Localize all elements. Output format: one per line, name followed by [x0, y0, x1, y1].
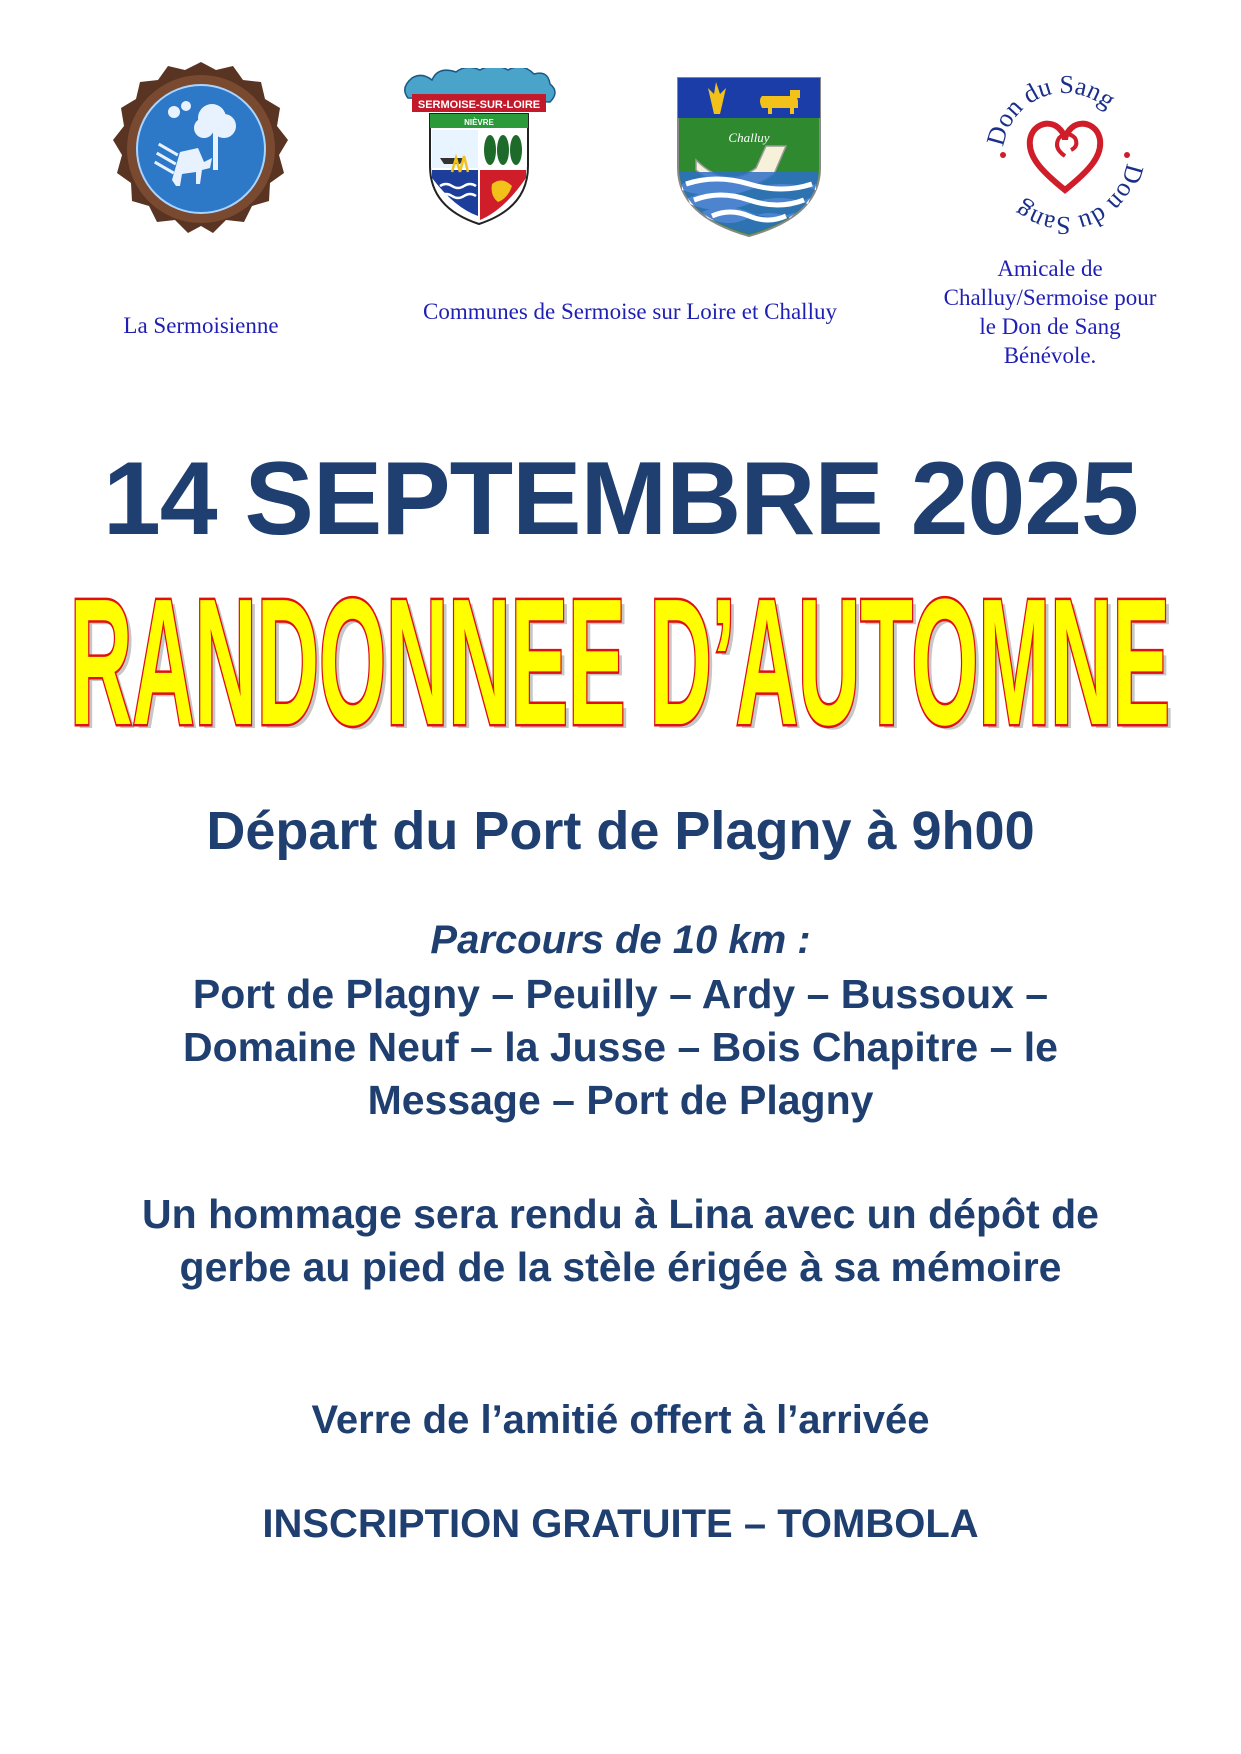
caption-la-sermoisienne: La Sermoisienne	[123, 313, 279, 338]
event-date: 14 SEPTEMBRE 2025	[102, 441, 1139, 557]
don-du-sang-heart-icon	[980, 70, 1150, 240]
event-title	[60, 560, 1180, 750]
event-title-text: RANDONNEE D’AUTOMNE	[70, 562, 1170, 750]
tribute-line: Un hommage sera rendu à Lina avec un dépôt de	[142, 1191, 1099, 1237]
route-line: Domaine Neuf – la Jusse – Bois Chapitre – le	[183, 1024, 1058, 1070]
sermoise-logo	[400, 68, 558, 228]
arms-banner-text: SERMOISE-SUR-LOIRE	[417, 99, 541, 111]
tribute-text	[70, 1188, 1171, 1294]
caption-amicale-line: Challuy/Sermoise pour	[943, 285, 1157, 310]
svg-text:Don du Sang	[1009, 161, 1150, 240]
route-line: Message – Port de Plagny	[367, 1077, 874, 1123]
departure-text: Départ du Port de Plagny à 9h00	[206, 801, 1035, 861]
route-heading: Parcours de 10 km :	[430, 918, 811, 962]
la-sermoisienne-logo	[112, 60, 290, 238]
arms-ribbon-text: NIÈVRE	[464, 118, 494, 127]
don-du-sang-logo	[980, 70, 1150, 240]
challuy-logo	[676, 76, 822, 238]
event-title-shadow: RANDONNEE D’AUTOMNE	[74, 566, 1174, 750]
caption-amicale-line: le Don de Sang	[979, 314, 1121, 339]
sermoise-sur-loire-coat-of-arms-icon	[400, 68, 558, 228]
challuy-text: Challuy	[728, 130, 770, 145]
caption-amicale-line: Bénévole.	[1003, 343, 1097, 368]
route-stops	[110, 968, 1131, 1127]
challuy-coat-of-arms-icon	[676, 76, 822, 238]
caption-amicale	[920, 254, 1180, 370]
don-du-sang-ring-text-1: Don du Sang	[980, 70, 1122, 149]
drink-text: Verre de l’amitié offert à l’arrivée	[311, 1398, 930, 1442]
don-du-sang-ring-text-2: Don du Sang	[1008, 161, 1150, 240]
caption-amicale-line: Amicale de	[997, 256, 1103, 281]
la-sermoisienne-emblem-icon	[112, 60, 290, 238]
tribute-line: gerbe au pied de la stèle érigée à sa mémoire	[179, 1244, 1062, 1290]
caption-communes: Communes de Sermoise sur Loire et Challuy	[423, 299, 837, 324]
registration-text: INSCRIPTION GRATUITE – TOMBOLA	[262, 1502, 979, 1546]
route-line: Port de Plagny – Peuilly – Ardy – Bussoux –	[192, 971, 1049, 1017]
